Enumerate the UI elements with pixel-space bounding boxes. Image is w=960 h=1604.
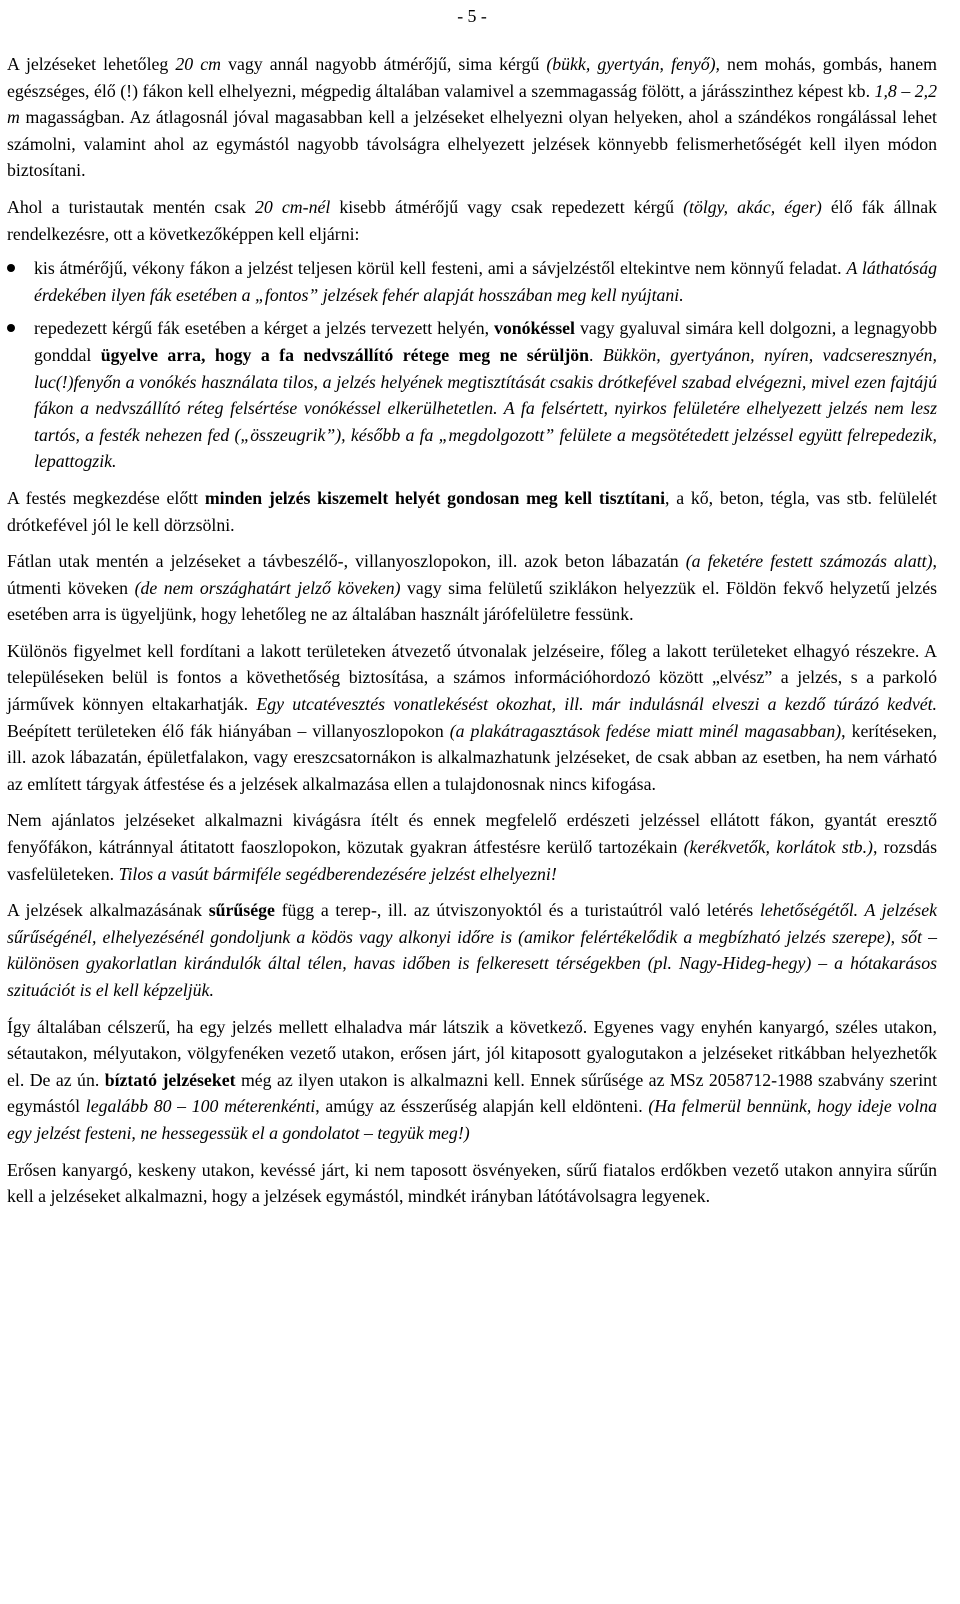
text-run: A festés megkezdése előtt bbox=[7, 487, 205, 508]
text-run: vagy gyaluval simára kell dolgozni, a legnagyobb gonddal bbox=[34, 318, 937, 365]
italic-text: A láthatóság érdekében ilyen fák esetében a „fontos” jelzések fehér alapját hosszában meg kell nyújtani. bbox=[34, 258, 937, 305]
text-run: , kerítéseken, ill. azok lábazatán, épületfalakon, vagy ereszcsatornákon is alkalmazhatunk jelzéseket, de csak abban az esetben, ha nem várható az említett tárgyak átfestése és a jelzések alkalmazása ellen a tulajdonosnak nincs kifogása. bbox=[7, 720, 937, 794]
paragraph-surface-cleaning bbox=[7, 485, 937, 538]
italic-text: (tölgy, akác, éger) bbox=[683, 196, 822, 217]
text-run: , amúgy az ésszerűség alapján kell eldönteni. bbox=[315, 1096, 649, 1117]
italic-text: 20 cm bbox=[175, 54, 221, 74]
italic-text: legalább 80 – 100 méterenkénti bbox=[85, 1096, 316, 1117]
text-run: élő fák állnak rendelkezésre, ott a következőképpen kell eljárni: bbox=[7, 196, 938, 244]
paragraph-treeless-roads bbox=[7, 548, 937, 628]
italic-text: Tilos a vasút bármiféle segédberendezésére jelzést elhelyezni! bbox=[118, 863, 557, 884]
text-run: , útmenti köveken bbox=[7, 551, 937, 598]
text-run: még az ilyen utakon is alkalmazni kell. Ennek sűrűsége az MSz 2058712-1988 szabvány szerint egymástól bbox=[7, 1069, 938, 1117]
italic-text: (a plakátragasztások fedése miatt minél magasabban) bbox=[449, 720, 842, 741]
text-run: magasságban. Az átlagosnál jóval magasabban kell a jelzéseket elhelyezni olyan helyeken, ahol a szándékos rongálással lehet számolni, valamint ahol az egymástól nagyobb távolságra elhelyezett jelzések könnyebb felismerhetőségét kell ilyen módon biztosítani. bbox=[7, 107, 937, 181]
italic-text: 20 cm-nél bbox=[255, 196, 331, 217]
text-run: nem mohás, gombás, hanem egészséges, élő (!) fákon kell elhelyezni, mégpedig általában valamivel a szemmagasság fölött, a járásszinthez képest kb. bbox=[7, 54, 937, 101]
text-run: A jelzéseket lehetőleg bbox=[7, 54, 176, 74]
text-run: Így általában célszerű, ha egy jelzés mellett elhaladva már látszik a következő. Egyenes vagy enyhén kanyargó, széles utakon, sétautakon, mélyutakon, völgyfenéken vezető utakon, erősen járt, jól kitaposott gyalogutakon a jelzéseket ritkábban helyezhetők el. De az ún. bbox=[7, 1016, 937, 1090]
text-run: kis átmérőjű, vékony fákon a jelzést teljesen körül kell festeni, ami a sávjelzéstől eltekintve nem könnyű feladat. bbox=[34, 258, 847, 279]
paragraph-visibility bbox=[7, 1014, 937, 1147]
text-run: Beépített területeken élő fák hiányában – villanyoszlopokon bbox=[7, 720, 450, 741]
text-run: Nem ajánlatos jelzéseket alkalmazni kivágásra ítélt és ennek megfelelő erdészeti jelzéssel ellátott fákon, gyantát eresztő fenyőfákon, kátránnyal átitatott faoszlopokon, közutak gyakran átfestésre kerülő tartozékain bbox=[7, 810, 937, 858]
bullet-icon bbox=[7, 264, 15, 272]
page-number: - 5 - bbox=[457, 6, 487, 26]
text-run: kisebb átmérőjű vagy csak repedezett kérgű bbox=[330, 196, 684, 217]
paragraph-thin-trees bbox=[7, 194, 937, 247]
bold-text: minden jelzés kiszemelt helyét gondosan meg kell tisztítani bbox=[204, 487, 666, 508]
text-run: vagy annál nagyobb átmérőjű, sima kérgű bbox=[221, 54, 547, 74]
text-run: Fátlan utak mentén a jelzéseket a távbeszélő-, villanyoszlopokon, ill. azok beton lábazatán bbox=[7, 551, 686, 572]
text-run: vagy sima felületű sziklákon helyezzük el. Földön fekvő helyzetű jelzés esetében arra is ügyeljünk, hogy lehetőleg ne az általában használt járófelületre fessünk. bbox=[7, 577, 938, 625]
bullet-icon bbox=[7, 324, 15, 332]
paragraph-not-recommended bbox=[7, 807, 937, 887]
italic-text: Egy utcatévesztés vonatlekésést okozhat, ill. már indulásnál elveszi a kezdő túrázó kedvét. bbox=[256, 694, 937, 715]
italic-text: (bükk, gyertyán, fenyő), bbox=[546, 54, 720, 74]
bold-text: vonókéssel bbox=[493, 318, 575, 339]
paragraph-inhabited-areas bbox=[7, 638, 937, 798]
bold-text: bíztató jelzéseket bbox=[104, 1069, 236, 1090]
list-item bbox=[7, 255, 937, 308]
italic-text: (kerékvetők, korlátok stb.) bbox=[683, 837, 873, 858]
bullet-list bbox=[7, 255, 937, 475]
text-run: függ a terep-, ill. az útviszonyoktól és a turistaútról való letérés bbox=[274, 900, 760, 921]
list-item bbox=[7, 315, 937, 475]
paragraph-marker-placement bbox=[7, 51, 937, 184]
italic-text: lehetőségétől. A jelzések sűrűségénél, elhelyezésénél gondoljunk a ködös vagy alkonyi időre is (amikor felértékelődik a megbízható jelzés szerepe), sőt – különösen gyakorlatlan kirándulók által télen, havas időben is felkeresett térségekben (pl. Nagy-Hideg-hegy) – a hótakarásos szituációt is el kell képzeljük. bbox=[7, 900, 937, 1000]
bold-text: ügyelve arra, hogy a fa nedvszállító rétege meg ne sérüljön bbox=[100, 344, 590, 365]
text-run: , rozsdás vasfelületeken. bbox=[7, 837, 937, 884]
italic-text: (Ha felmerül bennünk, hogy ideje volna egy jelzést festeni, ne hessegessük el a gondolatot – tegyük meg!) bbox=[7, 1096, 937, 1143]
text-run: , a kő, beton, tégla, vas stb. felülelét drótkefével jól le kell dörzsölni. bbox=[7, 487, 937, 535]
italic-text: Bükkön, gyertyánon, nyíren, vadcseresznyén, luc(!)fenyőn a vonókés használata tilos, a jelzés helyének megtisztítását csakis drótkefével szabad elvégezni, mivel ezen fajtájú fákon a nedvszállító réteg felsértése vonókéssel elkerülhetetlen. A fa felsértett, nyirkos felületére elhelyezett jelzés nem lesz tartós, a festék nehezen fed („összeugrik”), később a fa „megdolgozott” felülete a megsötétedett jelzéssel együtt felrepedezik, lepattogzik. bbox=[34, 344, 937, 472]
text-run: Erősen kanyargó, keskeny utakon, kevéssé járt, ki nem taposott ösvényeken, sűrű fiatalos erdőkben vezető utakon annyira sűrűn kell a jelzéseket alkalmazni, hogy a jelzések egymástól, mindkét irányban látótávolsagra legyenek. bbox=[7, 1159, 937, 1207]
text-run: Ahol a turistautak mentén csak bbox=[7, 196, 256, 217]
paragraph-density bbox=[7, 897, 937, 1003]
paragraph-winding-roads bbox=[7, 1157, 937, 1210]
text-run: A jelzések alkalmazásának bbox=[7, 900, 209, 921]
italic-text: 1,8 – 2,2 m bbox=[7, 80, 937, 128]
text-run: repedezett kérgű fák esetében a kérget a jelzés tervezett helyén, bbox=[34, 318, 494, 339]
text-run: . bbox=[589, 344, 603, 365]
bold-text: sűrűsége bbox=[208, 900, 275, 921]
text-run: Különös figyelmet kell fordítani a lakott területeken átvezető útvonalak jelzéseire, főleg a lakott területeket elhagyó részekre. A településeken belül is fontos a követhetőség biztosítása, a számos információhordozó között „elvész” a jelzés, s a parkoló járművek könnyen eltakarhatják. bbox=[7, 640, 937, 715]
italic-text: (a feketére festett számozás alatt) bbox=[685, 551, 933, 572]
italic-text: (de nem országhatárt jelző köveken) bbox=[134, 577, 401, 598]
